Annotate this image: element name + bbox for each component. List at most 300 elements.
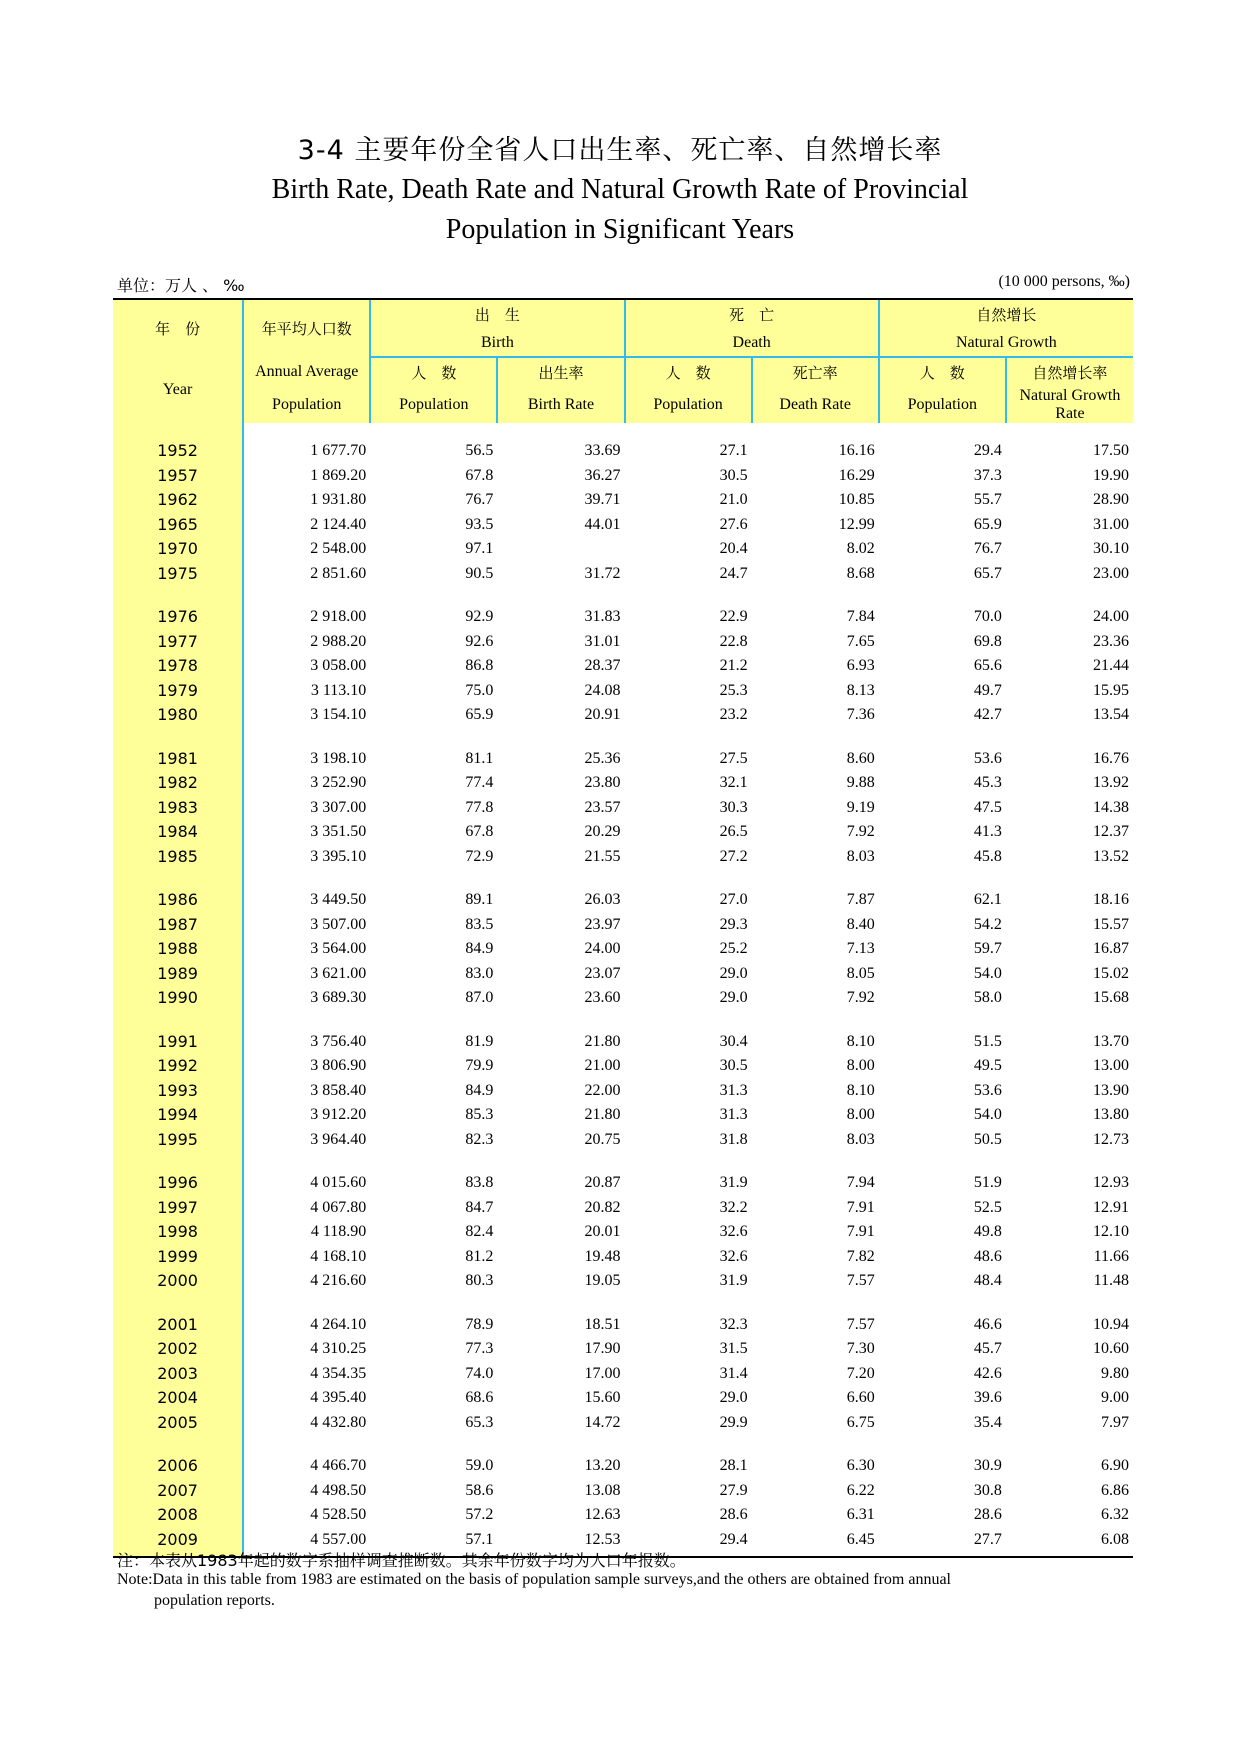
growth-rate-cell: 28.90: [1093, 491, 1129, 509]
spacer-cell: [243, 423, 370, 439]
growth-rate-cell: 30.10: [1093, 540, 1129, 558]
table-row: [113, 703, 1133, 728]
growth-rate-cell: 6.86: [1101, 1481, 1129, 1499]
spacer-cell: [1006, 1294, 1133, 1313]
avg-population-cell: 3 806.90: [310, 1057, 367, 1075]
birth-population-cell: 68.6: [465, 1389, 494, 1407]
growth-rate-cell: 15.68: [1093, 989, 1129, 1007]
growth-rate-cell: 10.60: [1093, 1340, 1129, 1358]
birth-rate-cell: 21.80: [584, 1032, 621, 1050]
spacer-cell: [625, 869, 752, 888]
birth-rate-cell: [497, 537, 624, 562]
avg-population-cell: 3 351.50: [310, 823, 367, 841]
birth-population-cell: 75.0: [465, 681, 494, 699]
birth-population-cell: 80.3: [465, 1272, 494, 1290]
avg-population-cell: 4 432.80: [310, 1413, 367, 1431]
death-population-cell: 29.0: [719, 989, 748, 1007]
death-population-cell: 22.9: [719, 608, 748, 626]
birth-rate-cell: 23.97: [584, 915, 621, 933]
birth-rate-cell: 24.00: [584, 940, 621, 958]
growth-rate-cell: 13.70: [1093, 1032, 1129, 1050]
table-row: [113, 796, 1133, 821]
death-population-cell: 30.5: [719, 466, 748, 484]
death-rate-cell: 7.94: [846, 1174, 875, 1192]
table-row: [113, 1362, 1133, 1387]
growth-rate-cell: 13.80: [1093, 1106, 1129, 1124]
spacer-cell: [879, 728, 1006, 747]
avg-population-cell: 4 466.70: [310, 1457, 367, 1475]
spacer-cell: [243, 1152, 370, 1171]
year-cell: 1985: [113, 845, 243, 870]
growth-population-cell: 42.6: [973, 1364, 1002, 1382]
spacer-cell: [370, 1294, 497, 1313]
header-growth-rate-en: Natural Growth Rate: [1006, 387, 1133, 423]
growth-population-cell: 59.7: [973, 940, 1002, 958]
year-cell: 1989: [113, 962, 243, 987]
birth-rate-cell: 20.01: [584, 1223, 621, 1241]
birth-population-cell: 83.8: [465, 1174, 494, 1192]
spacer-cell: [752, 586, 879, 605]
birth-population-cell: 85.3: [465, 1106, 494, 1124]
birth-rate-cell: 17.90: [584, 1340, 621, 1358]
avg-population-cell: 2 548.00: [310, 540, 367, 558]
growth-population-cell: 54.0: [973, 1106, 1002, 1124]
year-cell: 1979: [113, 679, 243, 704]
spacer-cell: [752, 728, 879, 747]
growth-population-cell: 54.0: [973, 964, 1002, 982]
year-cell: 2002: [113, 1337, 243, 1362]
table-row: [113, 986, 1133, 1011]
birth-population-cell: 92.6: [465, 632, 494, 650]
growth-rate-cell: 15.57: [1093, 915, 1129, 933]
spacer-cell: [497, 728, 624, 747]
death-population-cell: 22.8: [719, 632, 748, 650]
growth-population-cell: 42.7: [973, 706, 1002, 724]
year-cell: 1978: [113, 654, 243, 679]
header-growth-rate-zh: 自然增长率: [1006, 357, 1133, 387]
birth-population-cell: 84.7: [465, 1198, 494, 1216]
note-en-line1: Note:Data in this table from 1983 are estimated on the basis of population sample surveys,and the others are obtained from annual: [117, 1571, 951, 1588]
avg-population-cell: 4 310.25: [310, 1340, 367, 1358]
birth-rate-cell: 15.60: [584, 1389, 621, 1407]
growth-rate-cell: 24.00: [1093, 608, 1129, 626]
death-population-cell: 30.5: [719, 1057, 748, 1075]
death-rate-cell: 8.40: [846, 915, 875, 933]
avg-population-cell: 3 307.00: [310, 798, 367, 816]
growth-rate-cell: 16.87: [1093, 940, 1129, 958]
table-header: [113, 299, 1133, 423]
avg-population-cell: 4 528.50: [310, 1506, 367, 1524]
year-cell: 1994: [113, 1103, 243, 1128]
birth-population-cell: 93.5: [465, 515, 494, 533]
growth-population-cell: 76.7: [973, 540, 1002, 558]
avg-population-cell: 3 058.00: [310, 657, 367, 675]
spacer-row: [113, 423, 1133, 439]
spacer-cell: [497, 423, 624, 439]
death-rate-cell: 7.57: [846, 1272, 875, 1290]
death-population-cell: 32.2: [719, 1198, 748, 1216]
death-population-cell: 29.0: [719, 964, 748, 982]
spacer-cell: [752, 1011, 879, 1030]
avg-population-cell: 1 677.70: [310, 442, 367, 460]
table-row: [113, 464, 1133, 489]
spacer-cell: [1006, 1011, 1133, 1030]
table-row: [113, 513, 1133, 538]
growth-population-cell: 35.4: [973, 1413, 1002, 1431]
growth-rate-cell: 17.50: [1093, 442, 1129, 460]
death-population-cell: 32.6: [719, 1247, 748, 1265]
birth-rate-cell: 22.00: [584, 1081, 621, 1099]
spacer-row: [113, 1152, 1133, 1171]
growth-population-cell: 49.7: [973, 681, 1002, 699]
birth-population-cell: 77.4: [465, 774, 494, 792]
spacer-row: [113, 1011, 1133, 1030]
table-row: [113, 820, 1133, 845]
growth-population-cell: 65.7: [973, 564, 1002, 582]
death-rate-cell: 8.60: [846, 749, 875, 767]
death-population-cell: 32.6: [719, 1223, 748, 1241]
growth-population-cell: 45.7: [973, 1340, 1002, 1358]
table-row: [113, 1503, 1133, 1528]
growth-population-cell: 37.3: [973, 466, 1002, 484]
table-row: [113, 1245, 1133, 1270]
birth-rate-cell: 33.69: [584, 442, 621, 460]
growth-rate-cell: 13.54: [1093, 706, 1129, 724]
table-row: [113, 937, 1133, 962]
growth-rate-cell: 12.37: [1093, 823, 1129, 841]
spacer-cell: [243, 1011, 370, 1030]
death-rate-cell: 12.99: [838, 515, 875, 533]
table-row: [113, 962, 1133, 987]
birth-population-cell: 82.3: [465, 1130, 494, 1148]
note-en-line2: population reports.: [154, 1592, 275, 1609]
avg-population-cell: 3 564.00: [310, 940, 367, 958]
spacer-row: [113, 728, 1133, 747]
growth-population-cell: 53.6: [973, 749, 1002, 767]
spacer-cell: [113, 728, 243, 747]
spacer-row: [113, 1435, 1133, 1454]
birth-rate-cell: 19.05: [584, 1272, 621, 1290]
death-population-cell: 24.7: [719, 564, 748, 582]
growth-population-cell: 50.5: [973, 1130, 1002, 1148]
avg-population-cell: 4 264.10: [310, 1315, 367, 1333]
avg-population-cell: 3 756.40: [310, 1032, 367, 1050]
death-rate-cell: 7.57: [846, 1315, 875, 1333]
birth-rate-cell: 20.75: [584, 1130, 621, 1148]
year-cell: 2000: [113, 1269, 243, 1294]
birth-population-cell: 78.9: [465, 1315, 494, 1333]
birth-population-cell: 81.9: [465, 1032, 494, 1050]
spacer-cell: [370, 423, 497, 439]
note-zh: 注：本表从1983年起的数字系抽样调查推断数。其余年份数字均为人口年报数。: [117, 1551, 686, 1570]
avg-population-cell: 2 988.20: [310, 632, 367, 650]
header-growth-en: Natural Growth: [879, 329, 1133, 357]
death-rate-cell: 7.13: [846, 940, 875, 958]
table-row: [113, 1313, 1133, 1338]
birth-rate-cell: 18.51: [584, 1315, 621, 1333]
header-growth-zh: 自然增长: [879, 299, 1133, 329]
year-cell: 1975: [113, 562, 243, 587]
death-rate-cell: 8.10: [846, 1081, 875, 1099]
spacer-cell: [497, 1152, 624, 1171]
growth-population-cell: 48.6: [973, 1247, 1002, 1265]
birth-population-cell: 72.9: [465, 847, 494, 865]
death-rate-cell: 10.85: [838, 491, 875, 509]
growth-population-cell: 49.8: [973, 1223, 1002, 1241]
spacer-cell: [370, 1435, 497, 1454]
spacer-cell: [243, 728, 370, 747]
year-cell: 1970: [113, 537, 243, 562]
birth-population-cell: 79.9: [465, 1057, 494, 1075]
growth-population-cell: 69.8: [973, 632, 1002, 650]
birth-population-cell: 97.1: [465, 540, 494, 558]
growth-population-cell: 70.0: [973, 608, 1002, 626]
death-population-cell: 31.3: [719, 1106, 748, 1124]
year-cell: 1980: [113, 703, 243, 728]
spacer-cell: [243, 1435, 370, 1454]
spacer-cell: [879, 1011, 1006, 1030]
birth-population-cell: 82.4: [465, 1223, 494, 1241]
birth-rate-cell: 25.36: [584, 749, 621, 767]
death-population-cell: 28.1: [719, 1457, 748, 1475]
birth-rate-cell: 21.55: [584, 847, 621, 865]
avg-population-cell: 1 931.80: [310, 491, 367, 509]
death-rate-cell: 7.65: [846, 632, 875, 650]
header-avg-en1: Annual Average: [243, 357, 370, 387]
death-population-cell: 31.4: [719, 1364, 748, 1382]
year-cell: 1977: [113, 630, 243, 655]
year-cell: 1993: [113, 1079, 243, 1104]
spacer-cell: [370, 1152, 497, 1171]
spacer-cell: [113, 423, 243, 439]
birth-rate-cell: 20.91: [584, 706, 621, 724]
year-cell: 2007: [113, 1479, 243, 1504]
birth-rate-cell: 31.01: [584, 632, 621, 650]
header-avg-zh: 年平均人口数: [243, 299, 370, 357]
death-population-cell: 26.5: [719, 823, 748, 841]
avg-population-cell: 4 015.60: [310, 1174, 367, 1192]
page-title-en: [0, 170, 1240, 250]
table-row: [113, 1030, 1133, 1055]
table-row: [113, 605, 1133, 630]
spacer-cell: [113, 1152, 243, 1171]
avg-population-cell: 4 067.80: [310, 1198, 367, 1216]
growth-rate-cell: 13.90: [1093, 1081, 1129, 1099]
table-row: [113, 1269, 1133, 1294]
spacer-cell: [752, 423, 879, 439]
growth-rate-cell: 18.16: [1093, 891, 1129, 909]
death-population-cell: 25.2: [719, 940, 748, 958]
table-row: [113, 1079, 1133, 1104]
header-avg-en2: Population: [243, 387, 370, 423]
header-death-en: Death: [625, 329, 879, 357]
birth-rate-cell: 28.37: [584, 657, 621, 675]
death-population-cell: 27.6: [719, 515, 748, 533]
table-row: [113, 1171, 1133, 1196]
death-rate-cell: 8.00: [846, 1106, 875, 1124]
avg-population-cell: 3 154.10: [310, 706, 367, 724]
growth-rate-cell: 23.00: [1093, 564, 1129, 582]
birth-population-cell: 74.0: [465, 1364, 494, 1382]
year-cell: 1996: [113, 1171, 243, 1196]
death-population-cell: 31.3: [719, 1081, 748, 1099]
table-row: [113, 537, 1133, 562]
birth-rate-cell: 14.72: [584, 1413, 621, 1431]
spacer-cell: [497, 1294, 624, 1313]
birth-rate-cell: 20.29: [584, 823, 621, 841]
spacer-cell: [113, 1011, 243, 1030]
spacer-cell: [497, 869, 624, 888]
birth-population-cell: 87.0: [465, 989, 494, 1007]
table-row: [113, 679, 1133, 704]
death-population-cell: 27.5: [719, 749, 748, 767]
unit-label-en: (10 000 persons, ‰): [998, 273, 1130, 290]
unit-label-zh: 单位：万人 、 ‰: [117, 276, 245, 295]
avg-population-cell: 4 354.35: [310, 1364, 367, 1382]
death-rate-cell: 8.68: [846, 564, 875, 582]
death-population-cell: 27.1: [719, 442, 748, 460]
header-growth-pop-zh: 人 数: [879, 357, 1006, 387]
year-cell: 1997: [113, 1196, 243, 1221]
death-population-cell: 31.5: [719, 1340, 748, 1358]
death-population-cell: 32.3: [719, 1315, 748, 1333]
avg-population-cell: 4 168.10: [310, 1247, 367, 1265]
death-population-cell: 29.3: [719, 915, 748, 933]
birth-rate-cell: 21.00: [584, 1057, 621, 1075]
avg-population-cell: 3 621.00: [310, 964, 367, 982]
spacer-cell: [879, 423, 1006, 439]
birth-population-cell: 86.8: [465, 657, 494, 675]
birth-rate-cell: 23.57: [584, 798, 621, 816]
growth-rate-cell: 11.48: [1093, 1272, 1129, 1290]
growth-rate-cell: 13.52: [1093, 847, 1129, 865]
growth-rate-cell: 19.90: [1093, 466, 1129, 484]
death-population-cell: 31.8: [719, 1130, 748, 1148]
avg-population-cell: 4 216.60: [310, 1272, 367, 1290]
growth-rate-cell: 12.10: [1093, 1223, 1129, 1241]
header-growth-pop-en: Population: [879, 387, 1006, 423]
growth-population-cell: 39.6: [973, 1389, 1002, 1407]
birth-population-cell: 90.5: [465, 564, 494, 582]
spacer-cell: [370, 869, 497, 888]
growth-rate-cell: 10.94: [1093, 1315, 1129, 1333]
growth-rate-cell: 6.90: [1101, 1457, 1129, 1475]
growth-population-cell: 30.9: [973, 1457, 1002, 1475]
growth-rate-cell: 13.92: [1093, 774, 1129, 792]
birth-rate-cell: 26.03: [584, 891, 621, 909]
birth-population-cell: 77.3: [465, 1340, 494, 1358]
table-row: [113, 1220, 1133, 1245]
growth-rate-cell: 12.73: [1093, 1130, 1129, 1148]
spacer-cell: [879, 1435, 1006, 1454]
birth-rate-cell: 20.87: [584, 1174, 621, 1192]
birth-rate-cell: 44.01: [584, 515, 621, 533]
death-rate-cell: 7.91: [846, 1223, 875, 1241]
table-row: [113, 630, 1133, 655]
year-cell: 1952: [113, 439, 243, 464]
growth-population-cell: 29.4: [973, 442, 1002, 460]
birth-population-cell: 92.9: [465, 608, 494, 626]
birth-population-cell: 67.8: [465, 823, 494, 841]
death-rate-cell: 8.10: [846, 1032, 875, 1050]
year-cell: 1988: [113, 937, 243, 962]
birth-population-cell: 65.3: [465, 1413, 494, 1431]
growth-population-cell: 62.1: [973, 891, 1002, 909]
table-row: [113, 1196, 1133, 1221]
birth-rate-cell: 20.82: [584, 1198, 621, 1216]
death-population-cell: 21.2: [719, 657, 748, 675]
page-title-en-line2: Population in Significant Years: [445, 214, 795, 245]
year-cell: 1984: [113, 820, 243, 845]
birth-population-cell: 84.9: [465, 940, 494, 958]
birth-population-cell: 59.0: [465, 1457, 494, 1475]
spacer-cell: [625, 1435, 752, 1454]
spacer-cell: [497, 586, 624, 605]
spacer-cell: [497, 1435, 624, 1454]
year-cell: 1999: [113, 1245, 243, 1270]
death-rate-cell: 7.91: [846, 1198, 875, 1216]
year-cell: 1962: [113, 488, 243, 513]
death-rate-cell: 7.20: [846, 1364, 875, 1382]
table-row: [113, 1386, 1133, 1411]
avg-population-cell: 2 918.00: [310, 608, 367, 626]
table-row: [113, 913, 1133, 938]
spacer-cell: [879, 869, 1006, 888]
avg-population-cell: 4 395.40: [310, 1389, 367, 1407]
death-population-cell: 25.3: [719, 681, 748, 699]
page-title-zh: 3-4 主要年份全省人口出生率、死亡率、自然增长率: [297, 135, 943, 166]
spacer-cell: [113, 586, 243, 605]
spacer-cell: [879, 1152, 1006, 1171]
growth-population-cell: 41.3: [973, 823, 1002, 841]
death-rate-cell: 9.88: [846, 774, 875, 792]
year-cell: 2009: [113, 1528, 243, 1558]
growth-rate-cell: 6.08: [1006, 1528, 1133, 1558]
growth-population-cell: 58.0: [973, 989, 1002, 1007]
spacer-cell: [752, 1294, 879, 1313]
spacer-cell: [1006, 1435, 1133, 1454]
growth-population-cell: 52.5: [973, 1198, 1002, 1216]
death-rate-cell: 7.36: [846, 706, 875, 724]
birth-population-cell: 84.9: [465, 1081, 494, 1099]
growth-population-cell: 55.7: [973, 491, 1002, 509]
birth-rate-cell: 19.48: [584, 1247, 621, 1265]
death-rate-cell: 8.13: [846, 681, 875, 699]
year-cell: 1990: [113, 986, 243, 1011]
population-table: [113, 298, 1133, 1558]
growth-population-cell: 53.6: [973, 1081, 1002, 1099]
birth-population-cell: 56.5: [465, 442, 494, 460]
birth-population-cell: 89.1: [465, 891, 494, 909]
death-rate-cell: 6.30: [846, 1457, 875, 1475]
death-rate-cell: 8.03: [846, 847, 875, 865]
growth-population-cell: 46.6: [973, 1315, 1002, 1333]
spacer-cell: [243, 1294, 370, 1313]
growth-rate-cell: 12.93: [1093, 1174, 1129, 1192]
spacer-cell: [1006, 586, 1133, 605]
growth-rate-cell: 11.66: [1093, 1247, 1129, 1265]
year-cell: 2006: [113, 1454, 243, 1479]
year-cell: 1998: [113, 1220, 243, 1245]
birth-rate-cell: 39.71: [584, 491, 621, 509]
header-birth-en: Birth: [370, 329, 624, 357]
table-row: [113, 1479, 1133, 1504]
spacer-cell: [1006, 728, 1133, 747]
table-row: [113, 1103, 1133, 1128]
death-population-cell: 30.3: [719, 798, 748, 816]
growth-rate-cell: 12.91: [1093, 1198, 1129, 1216]
growth-population-cell: 51.5: [973, 1032, 1002, 1050]
